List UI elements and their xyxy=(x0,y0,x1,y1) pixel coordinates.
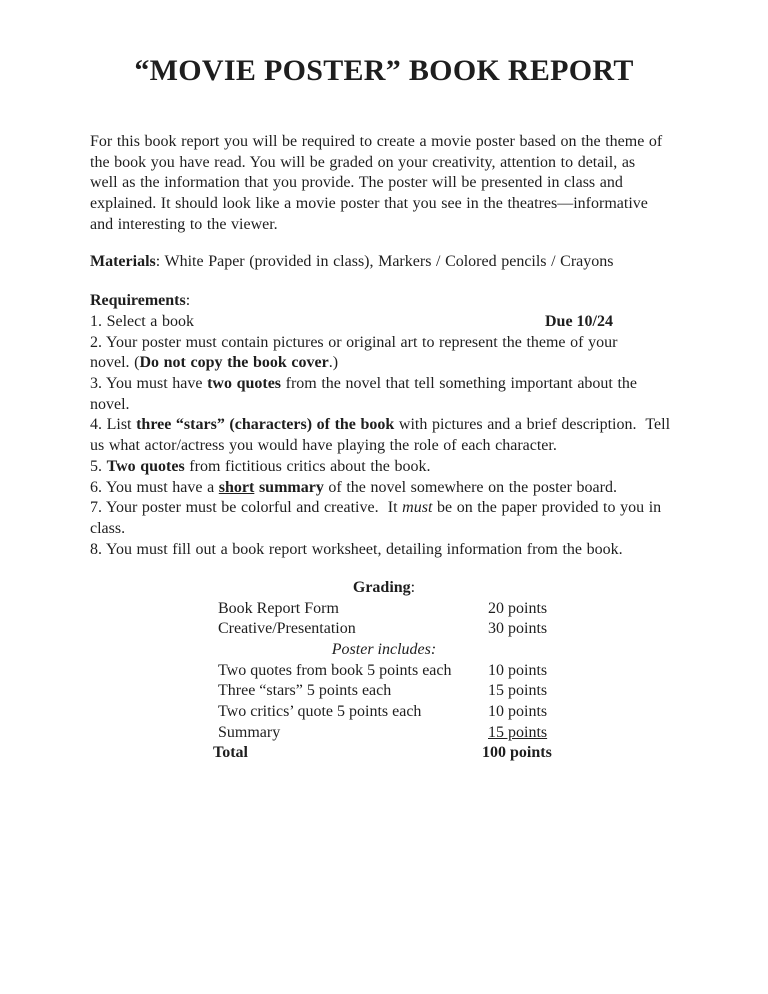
text-line xyxy=(90,478,700,499)
text-segment: 4. List xyxy=(90,416,137,434)
grading-row-label: Summary xyxy=(218,723,281,741)
text-segment: novel. ( xyxy=(90,354,140,372)
text-segment: 3. You must have xyxy=(90,375,208,393)
materials-line xyxy=(90,252,700,273)
grading-row-label: Two quotes from book 5 points each xyxy=(218,661,452,679)
grading-row xyxy=(0,723,768,744)
grading-row-points: 10 points xyxy=(488,702,548,720)
text-segment: 7. Your poster must be colorful and creative. It xyxy=(90,499,403,517)
text-segment: : xyxy=(185,292,191,309)
text-line: the book you have read. You will be graded on your creativity, attention to detail, as xyxy=(90,153,636,171)
text-line xyxy=(90,353,700,374)
grading-row-label: Creative/Presentation xyxy=(218,620,356,638)
text-line xyxy=(90,436,700,457)
text-segment: 6. You must have a xyxy=(90,478,219,496)
grading-row-points: 20 points xyxy=(488,599,548,617)
text-segment: us what actor/actress you would have playing the role of each character. xyxy=(90,437,557,455)
text-line xyxy=(90,415,700,436)
text-segment: class. xyxy=(90,519,126,537)
requirements-list xyxy=(90,312,700,560)
grading-table xyxy=(0,599,768,765)
text-line xyxy=(90,519,700,540)
text-segment: 2. Your poster must contain pictures or original art to represent the theme of your xyxy=(90,333,618,351)
grading-row-points: 10 points xyxy=(488,661,548,679)
document-title: “MOVIE POSTER” BOOK REPORT xyxy=(134,54,634,87)
text-segment: from fictitious critics about the book. xyxy=(184,457,431,475)
grading-row xyxy=(0,681,768,702)
text-line: well as the information that you provide. The poster will be presented in class and xyxy=(90,174,623,192)
text-segment: : xyxy=(410,579,416,596)
text-segment: 8. You must fill out a book report worksheet, detailing information from the book. xyxy=(90,540,623,558)
grading-row-label: Two critics’ quote 5 points each xyxy=(218,702,422,720)
text-line xyxy=(90,457,700,478)
text-line: explained. It should look like a movie poster that you see in the theatres—informative xyxy=(90,195,648,213)
grading-row-points: 15 points xyxy=(488,723,548,741)
grading-row xyxy=(0,619,768,640)
grading-row-label: Book Report Form xyxy=(218,599,339,617)
text-segment: summary xyxy=(254,478,324,496)
text-segment: : White Paper (provided in class), Markers / Colored pencils / Crayons xyxy=(155,253,614,270)
text-line xyxy=(90,333,700,354)
text-segment: two quotes xyxy=(207,375,282,393)
grading-row xyxy=(0,599,768,620)
grading-subheading: Poster includes: xyxy=(331,640,437,658)
intro-paragraph xyxy=(90,132,700,235)
text-segment: Two quotes xyxy=(106,457,185,475)
text-line xyxy=(90,395,700,416)
text-segment: 1. Select a book xyxy=(90,313,194,330)
text-segment: of the novel somewhere on the poster board. xyxy=(323,478,617,496)
text-segment: short xyxy=(218,478,255,496)
text-segment: 5. xyxy=(90,457,107,475)
text-segment: Materials xyxy=(90,253,156,270)
grading-row-label: Total xyxy=(213,744,248,762)
text-line: and interesting to the viewer. xyxy=(90,215,278,233)
text-line xyxy=(90,374,700,395)
text-segment: must xyxy=(402,499,433,517)
text-segment: .) xyxy=(328,354,339,372)
text-segment: three “stars” (characters) of the book xyxy=(136,416,395,434)
text-line: For this book report you will be required to create a movie poster based on the theme of xyxy=(90,133,663,150)
grading-heading xyxy=(0,578,768,599)
text-segment: Do not copy the book cover xyxy=(139,354,329,372)
text-segment: Requirements xyxy=(90,292,186,309)
text-segment: with pictures and a brief description. Tell xyxy=(394,416,671,434)
requirements-heading xyxy=(90,291,700,312)
due-date: Due 10/24 xyxy=(545,313,613,330)
text-line xyxy=(90,540,700,561)
grading-row-label: Three “stars” 5 points each xyxy=(218,682,392,700)
grading-row-points: 100 points xyxy=(482,744,552,762)
text-segment: Grading xyxy=(352,579,411,596)
text-line xyxy=(90,498,700,519)
text-segment: novel. xyxy=(90,395,130,413)
text-segment: from the novel that tell something important about the xyxy=(281,375,638,393)
text-segment: be on the paper provided to you in xyxy=(432,499,662,517)
grading-row-points: 30 points xyxy=(488,620,548,638)
grading-row xyxy=(0,702,768,723)
grading-row-points: 15 points xyxy=(488,682,548,700)
grading-row xyxy=(0,661,768,682)
grading-row xyxy=(0,743,768,764)
